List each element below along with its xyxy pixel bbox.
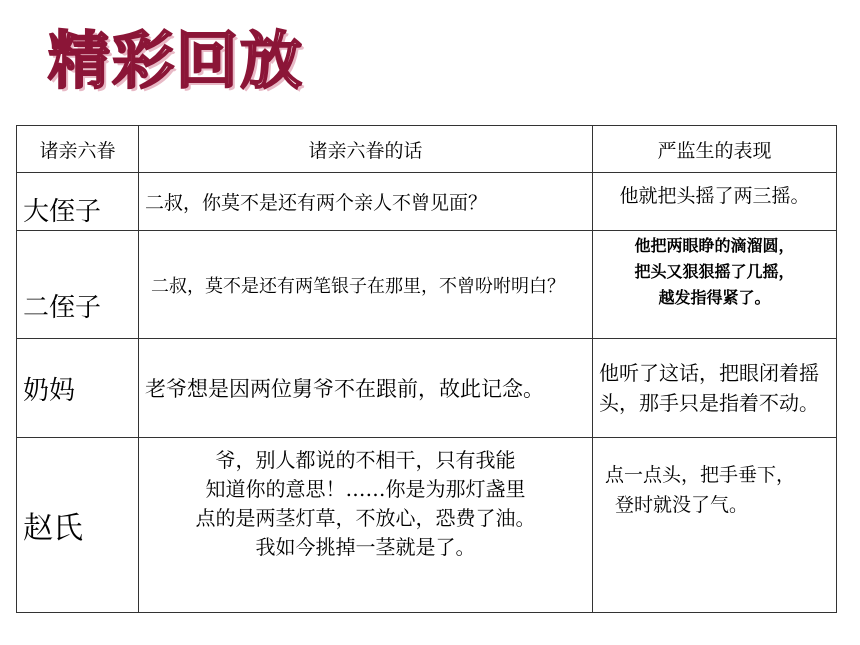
- person-cell: 赵氏: [17, 438, 139, 613]
- reaction-cell: [593, 438, 837, 613]
- words-cell: 二叔，莫不是还有两笔银子在那里，不曾吩咐明白？: [139, 231, 593, 339]
- table-row: [17, 339, 837, 438]
- table-header-row: [17, 126, 837, 173]
- person-cell: 大侄子: [17, 173, 139, 231]
- person-cell: 二侄子: [17, 231, 139, 339]
- dialogue-table: [16, 125, 837, 613]
- slide-title: 精彩回放: [48, 24, 305, 97]
- reaction-line: 他听了这话，把眼闭着摇: [599, 361, 819, 385]
- reaction-cell: [593, 339, 837, 438]
- reaction-line: 把头又狠狠摇了几摇，: [634, 262, 795, 281]
- table-row: [17, 173, 837, 231]
- table-row: [17, 231, 837, 339]
- words-cell: 老爷想是因两位舅爷不在跟前，故此记念。: [139, 339, 593, 438]
- words-line: 爷，别人都说的不相干，只有我能: [215, 448, 516, 472]
- reaction-cell: [593, 231, 837, 339]
- words-line: 我如今挑掉一茎就是了。: [255, 535, 476, 559]
- reaction-line: 头，那手只是指着不动。: [599, 391, 819, 415]
- reaction-line: 点一点头，把手垂下，: [605, 464, 796, 486]
- header-person: 诸亲六眷: [17, 126, 139, 173]
- reaction-line: 越发指得紧了。: [658, 288, 771, 307]
- words-line: 知道你的意思！……你是为那灯盏里: [205, 477, 526, 501]
- reaction-cell: 他就把头摇了两三摇。: [593, 173, 837, 231]
- words-line: 点的是两茎灯草，不放心，恐费了油。: [195, 506, 536, 530]
- person-cell: 奶妈: [17, 339, 139, 438]
- words-cell: 二叔，你莫不是还有两个亲人不曾见面？: [139, 173, 593, 231]
- words-cell: [139, 438, 593, 613]
- header-words: 诸亲六眷的话: [139, 126, 593, 173]
- reaction-line: 他把两眼睁的滴溜圆，: [634, 236, 795, 255]
- header-reaction: 严监生的表现: [593, 126, 837, 173]
- table-row: [17, 438, 837, 613]
- reaction-line: 登时就没了气。: [615, 494, 749, 516]
